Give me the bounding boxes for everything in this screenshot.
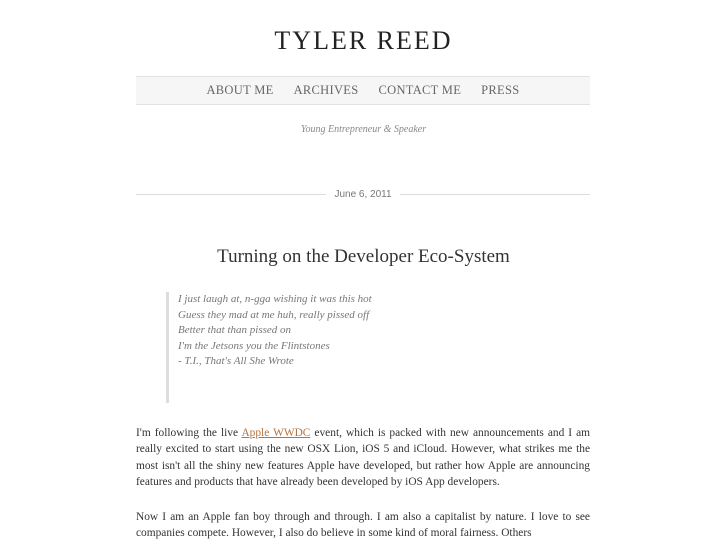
nav-item-archives[interactable]: ARCHIVES <box>293 83 359 97</box>
quote-line: I'm the Jetsons you the Flintstones <box>178 339 330 352</box>
post-paragraph-1 <box>136 425 590 491</box>
quote-line: Better that than pissed on <box>178 324 292 337</box>
post-title[interactable]: Turning on the Developer Eco-System <box>217 246 510 267</box>
post-date-row <box>136 186 590 202</box>
post-blockquote <box>166 292 466 403</box>
post-paragraph-2: Now I am an Apple fan boy through and through. I am also a capitalist by nature. I love to see companies compete. However, I also do believe in some kind of moral fairness. Others <box>136 511 590 540</box>
quote-attribution: - T.I., That's All She Wrote <box>178 355 294 368</box>
date-divider-left <box>136 194 326 195</box>
paragraph-text: I'm following the live <box>136 427 242 439</box>
quote-line: I just laugh at, n-gga wishing it was this hot <box>178 293 372 305</box>
main-nav <box>136 76 590 105</box>
nav-item-about-me[interactable]: ABOUT ME <box>206 83 274 97</box>
post-date: June 6, 2011 <box>334 188 392 200</box>
apple-wwdc-link[interactable]: Apple WWDC <box>241 427 311 439</box>
nav-item-contact-me[interactable]: CONTACT ME <box>378 83 462 97</box>
date-divider-right <box>400 194 590 195</box>
nav-item-press[interactable]: PRESS <box>481 83 520 97</box>
site-tagline: Young Entrepreneur & Speaker <box>300 124 427 135</box>
paragraph-text: event, which is packed with new announcements and I am really excited to start using the new OSX Lion, iOS 5 and iCloud. However, what strikes me the most isn't all the shiny new features Apple have developed, but rather how Apple are announcing features and products that have already been developed by iOS App developers. <box>136 427 591 489</box>
quote-line: Guess they mad at me huh, really pissed off <box>178 308 370 321</box>
site-title[interactable]: TYLER REED <box>274 26 453 55</box>
